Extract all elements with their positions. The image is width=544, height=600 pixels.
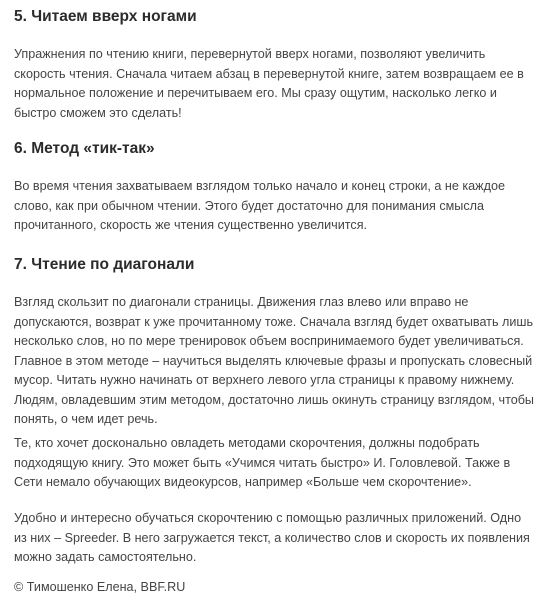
section-heading-6: 6. Метод «тик-так» [14, 140, 155, 157]
section-heading-7: 7. Чтение по диагонали [14, 256, 195, 273]
closing-paragraph-2: Удобно и интересно обучаться скорочтению с помощью различных приложений. Одно из них – Spreeder. В него загружается текст, а количество слов и скорость их появления можно задать самостоятельно. [14, 511, 530, 564]
section-text-7: Взгляд скользит по диагонали страницы. Движения глаз влево или вправо не допускаются, возврат к уже прочитанному тоже. Сначала взгляд будет охватывать лишь несколько слов, но по мере тренировок объем воспринимаемого будет увеличиваться. Главное в этом методе – научиться выделять ключевые фразы и пропускать словесный мусор. Читать нужно начинать от верхнего левого угла страницы к правому нижнему. Людям, овладевшим этим методом, достаточно лишь окинуть страницу взглядом, чтобы понять, о чем идет речь. [14, 295, 534, 426]
copyright-text: © Тимошенко Елена, BBF.RU [14, 580, 186, 594]
section-text-6: Во время чтения захватываем взглядом только начало и конец строки, а не каждое слово, как при обычном чтении. Этого будет достаточно для понимания смысла прочитанного, скорость же чтения существенно увеличится. [14, 179, 505, 232]
section-heading-5: 5. Читаем вверх ногами [14, 8, 197, 25]
closing-paragraph-1: Те, кто хочет досконально овладеть методами скорочтения, должны подобрать подходящую книгу. Это может быть «Учимся читать быстро» И. Головлевой. Также в Сети немало обучающих видеокурсов, например «Больше чем скорочтение». [14, 436, 511, 489]
section-text-5: Упражнения по чтению книги, перевернутой вверх ногами, позволяют увеличить скорость чтения. Сначала читаем абзац в перевернутой книге, затем возвращаем ее в нормальное положение и перечитываем его. Мы сразу ощутим, насколько легко и быстро сможем это сделать! [14, 47, 524, 120]
